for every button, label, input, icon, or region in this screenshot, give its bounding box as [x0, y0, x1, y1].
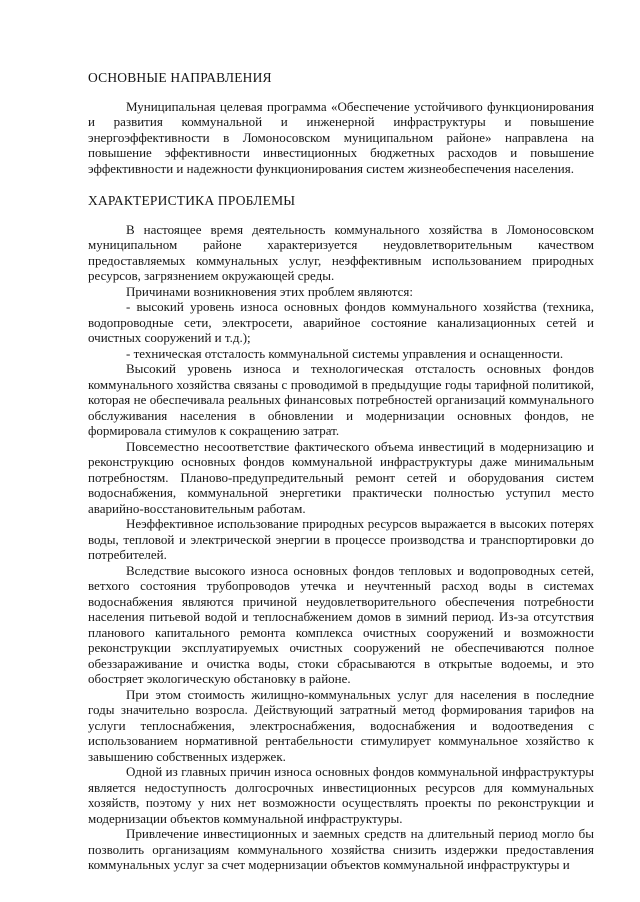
paragraph-investment-access: Одной из главных причин износа основных фондов коммунальной инфраструктуры является недоступность долгосрочных инвестиционных ресурсов для коммунальных хозяйств, поэтому у них нет возможности осуществлять проекты по реконструкции и модернизации объектов коммунальной инфраструктуры. — [88, 764, 594, 826]
paragraph-program-purpose: Муниципальная целевая программа «Обеспечение устойчивого функционирования и развития коммунальной и инженерной инфраструктуры и повышение энергоэффективности в Ломоносовском муниципальном районе» направлена на повышение эффективности инвестиционных бюджетных расходов и повышение эффективности и надежности функционирования систем жизнеобеспечения населения. — [88, 98, 594, 176]
section-heading-problem-description: ХАРАКТЕРИСТИКА ПРОБЛЕМЫ — [88, 193, 296, 208]
list-item-technical-backwardness: - техническая отсталость коммунальной системы управления и оснащенности. — [126, 345, 564, 361]
paragraph-resource-losses: Неэффективное использование природных ресурсов выражается в высоких потерях воды, тепловой и электрической энергии в процессе производства и транспортировки до потребителей. — [88, 516, 594, 562]
paragraph-cost-growth: При этом стоимость жилищно-коммунальных услуг для населения в последние годы значительно возросла. Действующий затратный метод формирования тарифов на услуги теплоснабжения, электроснабжения, водоснабжения и водоотведения с использованием нормативной рентабельности стимулирует коммунальное хозяйство к завышению собственных издержек. — [88, 686, 594, 764]
paragraph-attracting-investment: Привлечение инвестиционных и заемных средств на длительный период могло бы позволить организациям коммунального хозяйства снизить издержки предоставления коммунальных услуг за счет модернизации объектов коммунальной инфраструктуры и — [88, 826, 594, 872]
document-page — [88, 70, 594, 873]
paragraph-causes-intro: Причинами возникновения этих проблем являются: — [126, 283, 413, 299]
paragraph-network-wear: Вследствие высокого износа основных фондов тепловых и водопроводных сетей, ветхого состояния трубопроводов утечка и неучтенный расход воды в системах водоснабжения являются причиной неудовлетворительного обеспечения потребности населения питьевой водой и теплоснабжением домов в зимний период. Из-за отсутствия планового капитального ремонта комплекса очистных сооружений и возможности реконструкции эксплуатируемых очистных сооружений не обеспечиваются полное обеззараживание и очистка воды, стоки сбрасываются в открытые водоемы, и это обостряет экологическую обстановку в районе. — [88, 562, 594, 686]
paragraph-investment-gap: Повсеместно несоответствие фактического объема инвестиций в модернизацию и реконструкцию основных фондов коммунальной инфраструктуры даже минимальным потребностям. Планово-предупредительный ремонт сетей и оборудования систем водоснабжения, коммунальной энергетики практически полностью уступил место аварийно-восстановительным работам. — [88, 438, 594, 516]
section-heading-main-directions: ОСНОВНЫЕ НАПРАВЛЕНИЯ — [88, 70, 272, 85]
paragraph-current-state: В настоящее время деятельность коммунального хозяйства в Ломоносовском муниципальном районе характеризуется неудовлетворительным качеством предоставляемых коммунальных услуг, неэффективным использованием природных ресурсов, загрязнением окружающей среды. — [88, 221, 594, 283]
paragraph-tariff-policy: Высокий уровень износа и технологическая отсталость основных фондов коммунального хозяйства связаны с проводимой в предыдущие годы тарифной политикой, которая не обеспечивала реальных финансовых потребностей организаций коммунального обслуживания населения в обновлении и модернизации основных фондов, не формировала стимулов к сокращению затрат. — [88, 361, 594, 438]
list-item-wear-of-assets: - высокий уровень износа основных фондов коммунального хозяйства (техника, водопроводные сети, электросети, аварийное состояние канализационных сетей и очистных сооружений и т.д.); — [88, 299, 594, 345]
